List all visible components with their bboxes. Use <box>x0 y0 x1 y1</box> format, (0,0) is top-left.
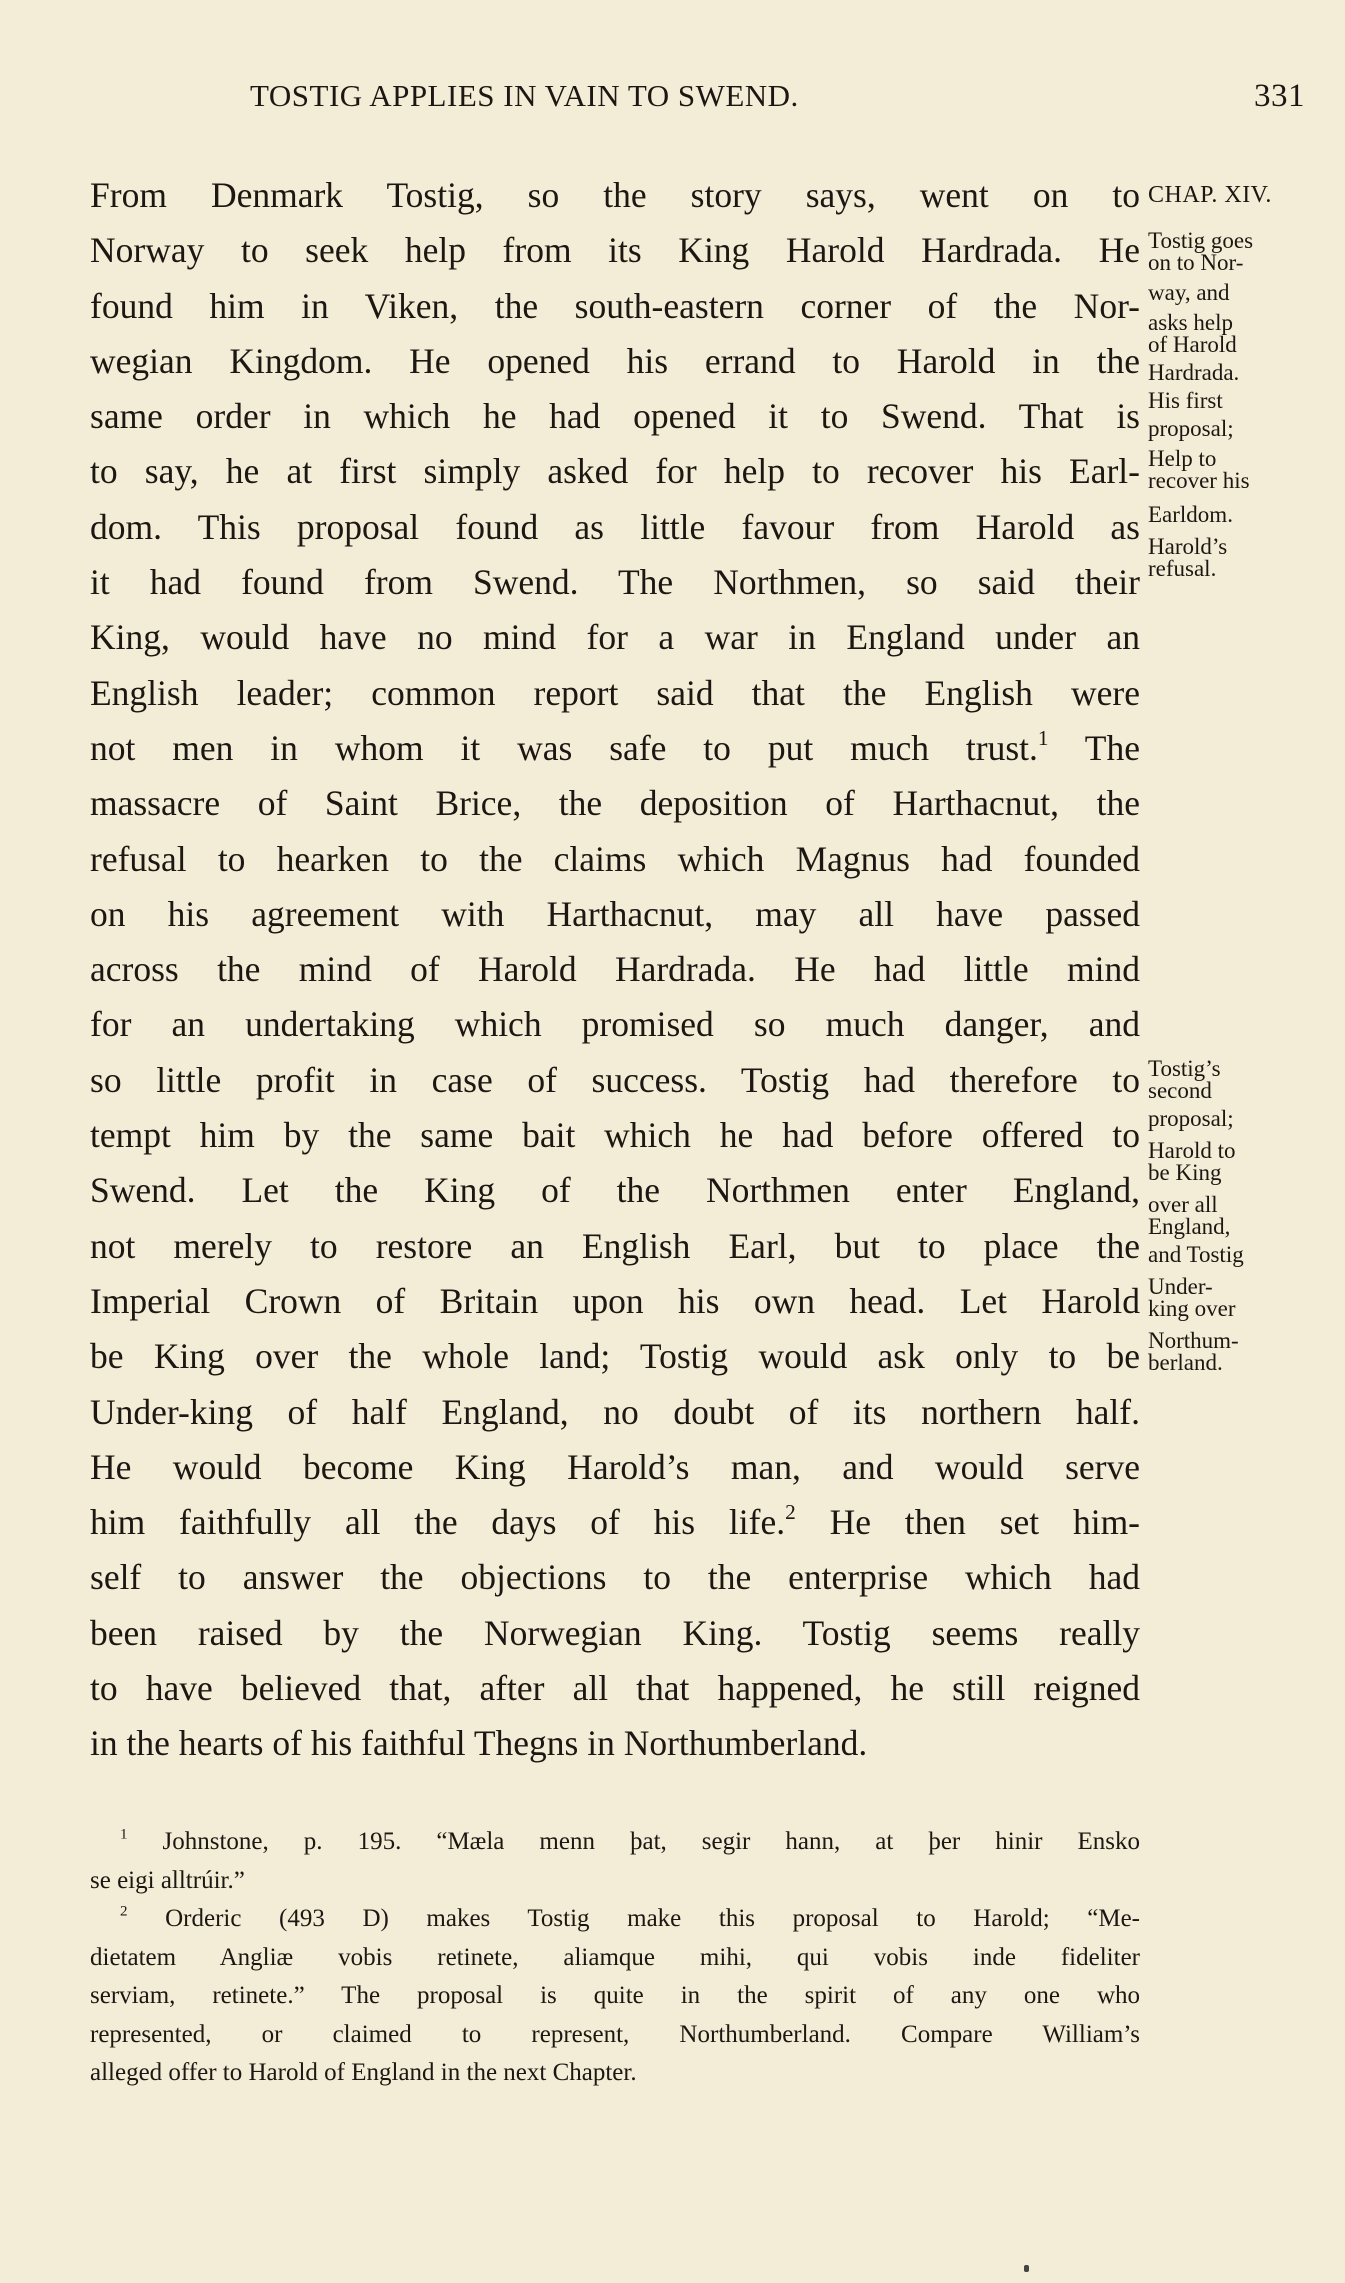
text-line: not merely to restore an English Earl, but to place the <box>90 1225 1140 1266</box>
text-line: refusal to hearken to the claims which Magnus had founded <box>90 838 1140 879</box>
text-line: been raised by the Norwegian King. Tostig seems really <box>90 1612 1140 1653</box>
text-line: across the mind of Harold Hardrada. He had little mind <box>90 949 1140 990</box>
page-number: 331 <box>1254 78 1305 114</box>
footnote-text: Johnstone, p. 195. “Mæla menn þat, segir hann, at þer hinir Ensko <box>162 1828 1141 1855</box>
footnote-line: alleged offer to Harold of England in the next Chapter. <box>90 2059 637 2086</box>
margin-note-line: Tostig’s <box>1148 1056 1221 1081</box>
text-line: Under-king of half England, no doubt of its northern half. <box>90 1391 1140 1432</box>
text-line: Swend. Let the King of the Northmen enter England, <box>90 1170 1140 1211</box>
margin-note-line: Earldom. <box>1148 502 1233 527</box>
margin-note-line: Hardrada. <box>1148 360 1240 385</box>
footnotes <box>90 1823 1140 2093</box>
footnote-line <box>90 1823 1140 1862</box>
footnote-ref-1[interactable]: 1 <box>1037 726 1049 751</box>
text-line: found him in Viken, the south-eastern corner of the Nor- <box>90 285 1140 326</box>
margin-note-line: be King <box>1148 1160 1222 1185</box>
text-line: massacre of Saint Brice, the deposition of Harthacnut, the <box>90 783 1140 824</box>
footnote-1 <box>90 1823 1140 1900</box>
text-line: to have believed that, after all that happened, he still reigned <box>90 1668 1140 1709</box>
text-line: same order in which he had opened it to Swend. That is <box>90 396 1140 437</box>
main-text <box>90 168 1140 1772</box>
footnote-ref-2[interactable]: 2 <box>785 1500 796 1525</box>
margin-note-line: Help to <box>1148 446 1217 471</box>
text-segment: He then set him- <box>795 1502 1141 1543</box>
margin-note-line: Tostig goes <box>1148 228 1254 253</box>
footnote-line: represented, or claimed to represent, Northumberland. Compare William’s <box>90 2020 1140 2048</box>
margin-note-line: refusal. <box>1148 556 1217 581</box>
text-line: He would become King Harold’s man, and would serve <box>90 1446 1140 1487</box>
margin-note-line: over all <box>1148 1192 1218 1217</box>
text-line: self to answer the objections to the enterprise which had <box>90 1557 1140 1598</box>
text-line: Imperial Crown of Britain upon his own head. Let Harold <box>90 1280 1140 1321</box>
text-line: it had found from Swend. The Northmen, so said their <box>90 562 1140 603</box>
running-head <box>90 78 1305 128</box>
margin-note-line: of Harold <box>1148 332 1237 357</box>
text-line: wegian Kingdom. He opened his errand to Harold in the <box>90 340 1140 381</box>
running-title: TOSTIG APPLIES IN VAIN TO SWEND. <box>250 78 799 113</box>
text-line: English leader; common report said that the English were <box>90 672 1140 713</box>
footnote-line <box>90 1900 1140 1939</box>
margin-note-line: second <box>1148 1078 1212 1103</box>
text-line: King, would have no mind for a war in England under an <box>90 617 1140 658</box>
text-line: be King over the whole land; Tostig would ask only to be <box>90 1336 1140 1377</box>
text-line: for an undertaking which promised so much danger, and <box>90 1004 1140 1045</box>
footnote-2 <box>90 1900 1140 2093</box>
margin-note-line: proposal; <box>1148 416 1234 441</box>
text-segment: him faithfully all the days of his life. <box>90 1502 786 1543</box>
text-line: on his agreement with Harthacnut, may all have passed <box>90 893 1140 934</box>
margin-note-line: on to Nor- <box>1148 250 1244 275</box>
margin-notes <box>1148 168 1328 1375</box>
text-segment: The <box>1048 727 1140 768</box>
text-line: Norway to seek help from its King Harold Hardrada. He <box>90 230 1140 271</box>
text-line <box>90 721 1140 776</box>
margin-note-line: way, and <box>1148 280 1230 305</box>
text-segment: not men in whom it was safe to put much trust. <box>90 727 1038 768</box>
footnote-marker: 2 <box>120 1903 128 1920</box>
text-line: in the hearts of his faithful Thegns in Northumberland. <box>90 1723 868 1764</box>
text-line: so little profit in case of success. Tostig had therefore to <box>90 1059 1140 1100</box>
footnote-line: serviam, retinete.” The proposal is quite in the spirit of any one who <box>90 1982 1140 2009</box>
margin-note-line: England, <box>1148 1214 1231 1239</box>
margin-note-1 <box>1148 230 1253 580</box>
margin-note-line: asks help <box>1148 310 1233 335</box>
margin-note-line: Northum- <box>1148 1328 1239 1353</box>
text-line: From Denmark Tostig, so the story says, went on to <box>90 175 1140 215</box>
footnote-line: dietatem Angliæ vobis retinete, aliamque mihi, qui vobis inde fideliter <box>90 1943 1140 1971</box>
margin-note-line: Harold’s <box>1148 534 1228 559</box>
text-line <box>90 1495 1140 1550</box>
margin-note-line: proposal; <box>1148 1106 1234 1131</box>
margin-note-line: recover his <box>1148 468 1250 493</box>
text-line: to say, he at first simply asked for help to recover his Earl- <box>90 451 1140 492</box>
margin-note-line: Under- <box>1148 1274 1213 1299</box>
margin-note-line: berland. <box>1148 1350 1223 1375</box>
print-mark <box>1024 2265 1029 2272</box>
margin-note-line: and Tostig <box>1148 1242 1244 1267</box>
chapter-label: CHAP. XIV. <box>1148 182 1272 208</box>
margin-note-2 <box>1148 1058 1244 1374</box>
margin-note-line: Harold to <box>1148 1138 1236 1163</box>
footnote-line: se eigi alltrúir.” <box>90 1866 245 1894</box>
footnote-text: Orderic (493 D) makes Tostig make this proposal to Harold; “Me- <box>165 1905 1140 1932</box>
footnote-marker: 1 <box>120 1826 128 1843</box>
text-line: dom. This proposal found as little favour from Harold as <box>90 506 1140 547</box>
text-line: tempt him by the same bait which he had before offered to <box>90 1115 1140 1156</box>
margin-note-line: king over <box>1148 1296 1236 1321</box>
margin-note-line: His first <box>1148 388 1223 413</box>
